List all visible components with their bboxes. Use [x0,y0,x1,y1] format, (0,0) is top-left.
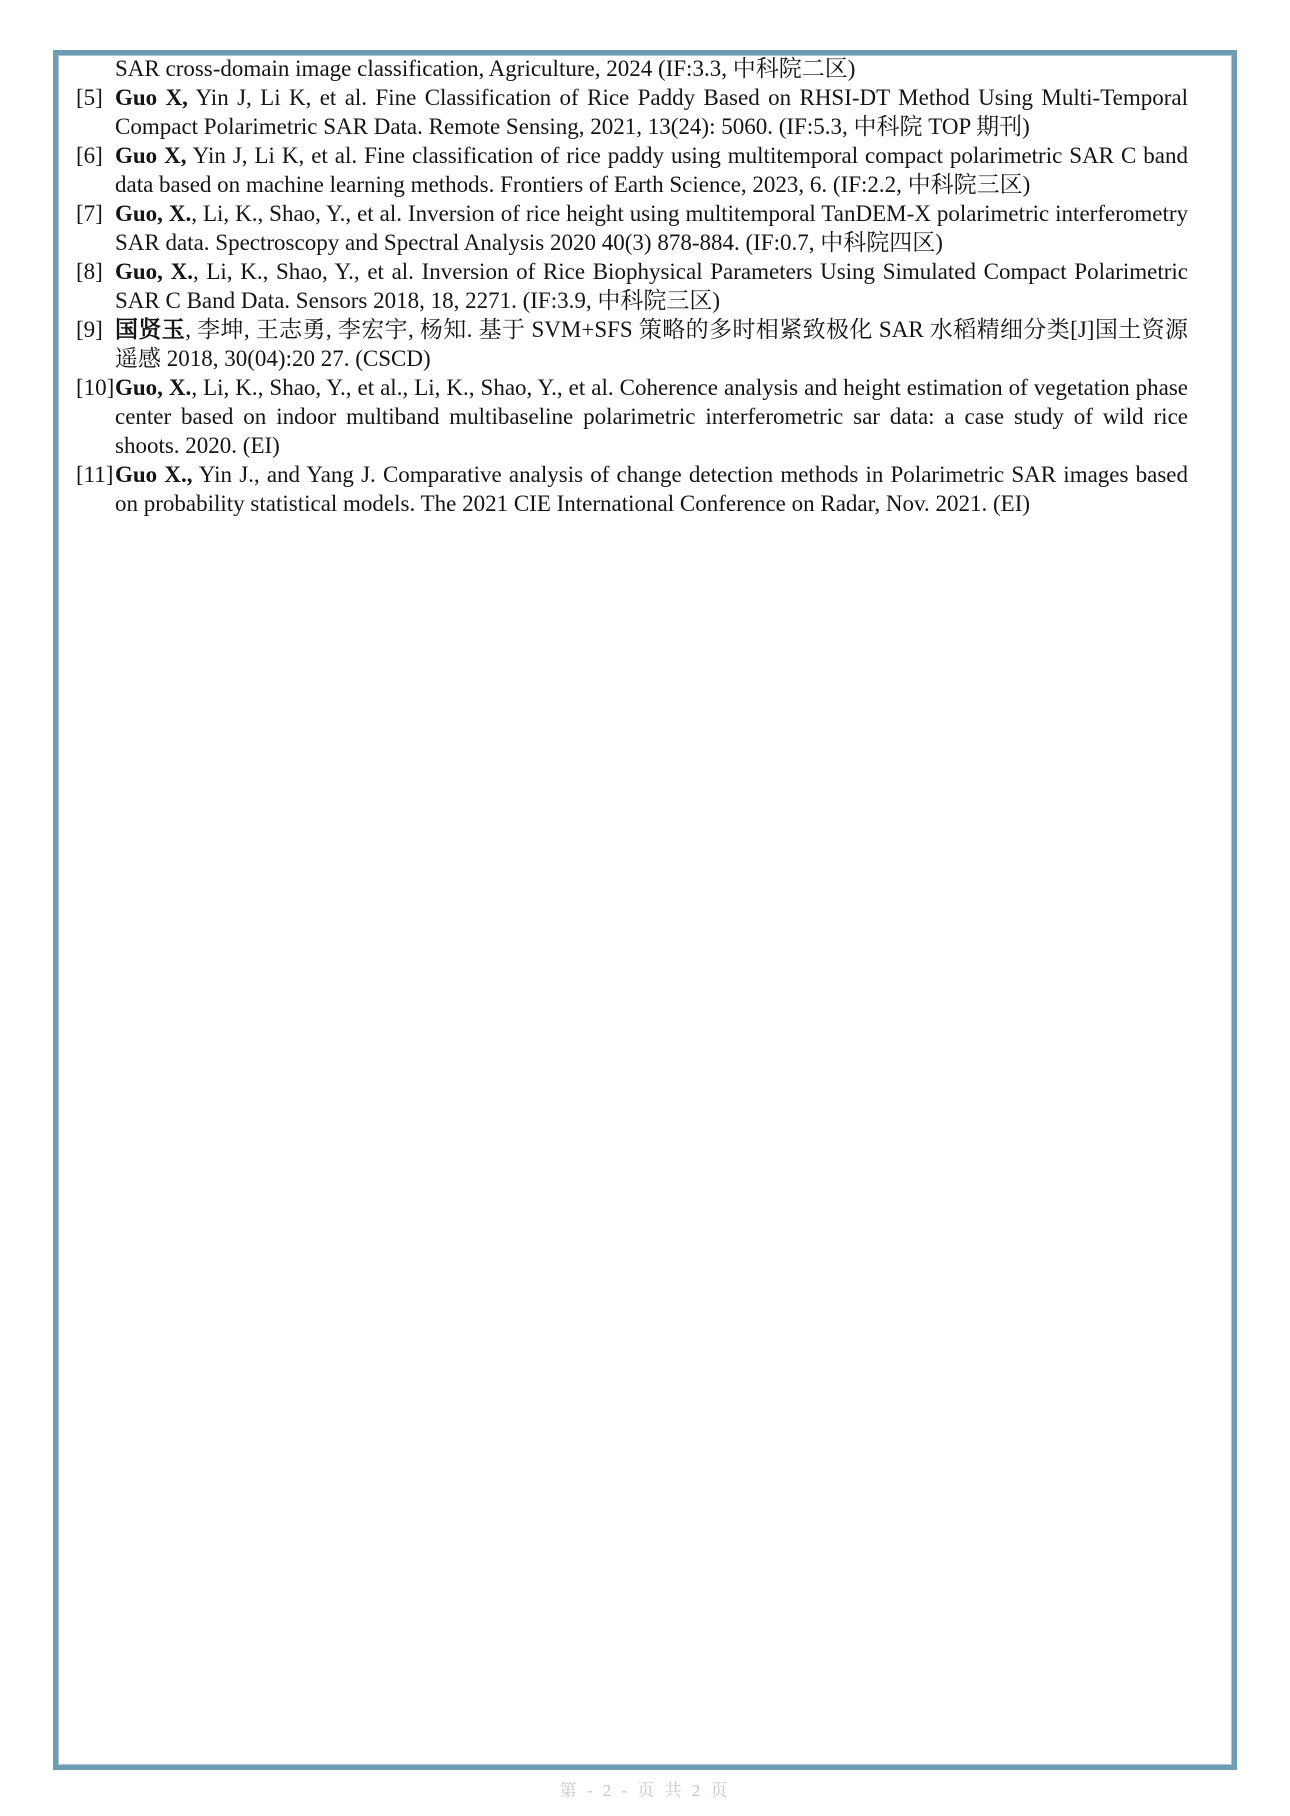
publication-number: [11] [76,462,114,487]
publication-item [76,83,1188,141]
publication-number: [7] [76,201,103,226]
publication-number: [8] [76,259,103,284]
page-footer [0,1776,1290,1801]
publication-authors-bold: 国贤玉 [115,317,186,342]
publication-item [76,373,1188,460]
publication-authors-bold: Guo, X. [115,259,193,284]
publication-authors-bold: Guo X, [115,143,187,168]
publication-text: , Li, K., Shao, Y., et al., Li, K., Shao, Y., et al. Coherence analysis and height estimation of vegetation phase center based on indoor multiband multibaseline polarimetric interferometric sar data: a case study of wild rice shoots. 2020. (EI) [115,375,1188,458]
publication-authors-bold: Guo, X. [115,375,192,400]
publication-list [76,54,1188,518]
publication-number: [6] [76,143,103,168]
publication-number: [10] [76,375,115,400]
page-number-text: 第 - 2 - 页 共 2 页 [559,1781,731,1800]
publication-item [76,257,1188,315]
publication-item [76,315,1188,373]
publication-continuation-line: SAR cross-domain image classification, Agriculture, 2024 (IF:3.3, 中科院二区) [115,56,856,81]
publication-item [76,141,1188,199]
publication-authors-bold: Guo, X. [115,201,192,226]
publication-number: [9] [76,317,103,342]
publication-authors-bold: Guo X., [115,462,193,487]
publication-text: , 李坤, 王志勇, 李宏宇, 杨知. 基于 SVM+SFS 策略的多时相紧致极化 SAR 水稻精细分类[J]国土资源遥感 2018, 30(04):20 27. (CSCD) [115,317,1188,371]
publication-text: Yin J, Li K, et al. Fine classification of rice paddy using multitemporal compact polarimetric SAR C band data based on machine learning methods. Frontiers of Earth Science, 2023, 6. (IF:2.2, 中科院三区) [115,143,1188,197]
publication-text: Yin J, Li K, et al. Fine Classification of Rice Paddy Based on RHSI-DT Method Using Multi-Temporal Compact Polarimetric SAR Data. Remote Sensing, 2021, 13(24): 5060. (IF:5.3, 中科院 TOP 期刊) [115,85,1189,139]
publication-text: , Li, K., Shao, Y., et al. Inversion of rice height using multitemporal TanDEM-X polarimetric interferometry SAR data. Spectroscopy and Spectral Analysis 2020 40(3) 878-884. (IF:0.7, 中科院四区) [115,201,1188,255]
publication-item [76,199,1188,257]
publication-number: [5] [76,85,103,110]
publication-text: , Li, K., Shao, Y., et al. Inversion of Rice Biophysical Parameters Using Simulated Compact Polarimetric SAR C Band Data. Sensors 2018, 18, 2271. (IF:3.9, 中科院三区) [115,259,1188,313]
publication-authors-bold: Guo X, [115,85,188,110]
publication-item [76,460,1188,518]
publication-text: Yin J., and Yang J. Comparative analysis of change detection methods in Polarimetric SAR images based on probability statistical models. The 2021 CIE International Conference on Radar, Nov. 2021. (EI) [115,462,1189,516]
